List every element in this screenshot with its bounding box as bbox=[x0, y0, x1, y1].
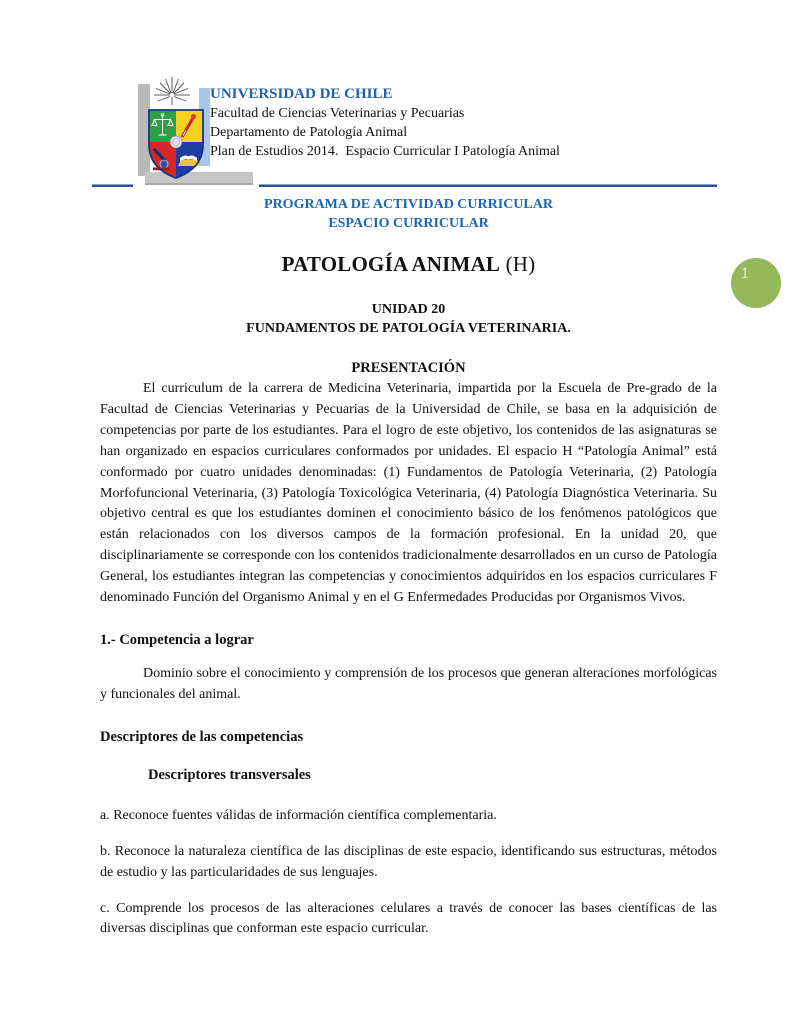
descriptor-item-a: a. Reconoce fuentes válidas de información científica complementaria. bbox=[100, 807, 497, 823]
page-number-badge bbox=[731, 258, 781, 308]
descriptor-item-b: b. Reconoce la naturaleza científica de las disciplinas de este espacio, identificando sus estructuras, métodos de estudio y las particularidades de sus lenguajes. bbox=[100, 843, 717, 880]
department-name: Departamento de Patología Animal bbox=[210, 125, 408, 140]
descriptor-item-c: c. Comprende los procesos de las alteraciones celulares a través de conocer las bases científicas de las diversas disciplinas que conforman este espacio curricular. bbox=[100, 900, 717, 937]
program-heading-line1: PROGRAMA DE ACTIVIDAD CURRICULAR bbox=[264, 197, 553, 212]
faculty-name: Facultad de Ciencias Veterinarias y Pecuarias bbox=[210, 106, 465, 121]
presentacion-heading: PRESENTACIÓN bbox=[351, 360, 466, 376]
study-plan-line: Plan de Estudios 2014. Espacio Curricular I Patología Animal bbox=[210, 144, 560, 159]
competencia-paragraph: Dominio sobre el conocimiento y comprensión de los procesos que generan alteraciones morfológicas y funcionales del animal. bbox=[100, 665, 717, 702]
course-title-suffix: (H) bbox=[500, 252, 536, 276]
unit-number: UNIDAD 20 bbox=[371, 302, 446, 317]
starburst-rays bbox=[154, 77, 190, 105]
document-body bbox=[100, 193, 717, 940]
unit-name: FUNDAMENTOS DE PATOLOGÍA VETERINARIA. bbox=[246, 321, 571, 336]
letterhead bbox=[210, 85, 720, 161]
descriptores-transversales-heading: Descriptores transversales bbox=[148, 766, 311, 783]
competencia-heading: 1.- Competencia a lograr bbox=[100, 631, 254, 648]
unit-heading bbox=[100, 300, 717, 338]
program-heading-line2: ESPACIO CURRICULAR bbox=[328, 216, 489, 231]
university-name: UNIVERSIDAD DE CHILE bbox=[210, 86, 393, 102]
center-medallion bbox=[170, 136, 182, 148]
presentacion-paragraph: El curriculum de la carrera de Medicina Veterinaria, impartida por la Escuela de Pre-grado de la Facultad de Ciencias Veterinarias y Pecuarias de la Universidad de Chile, se basa en la adquisición de competencias por parte de los estudiantes. Para el logro de este objetivo, los contenidos de las asignaturas se han organizado en espacios curriculares conformados por unidades. El espacio H “Patología Animal” está conformado por cuatro unidades denominadas: (1) Fundamentos de Patología Veterinaria, (2) Patología Morfofuncional Veterinaria, (3) Patología Toxicológica Veterinaria, (4) Patología Diagnóstica Veterinaria. Su objetivo central es que los estudiantes dominen el conocimiento básico de los fenómenos patológicos que están relacionados con los diversos campos de la formación profesional. En la unidad 20, que disciplinariamente se corresponde con los contenidos tradicionalmente desarrollados en un curso de Patología General, los estudiantes integran las competencias y conocimientos adquiridos en los espacios curriculares F denominado Función del Organismo Animal y en el G Enfermedades Producidas por Organismos Vivos. bbox=[100, 381, 717, 606]
page-number: 1 bbox=[741, 265, 749, 282]
program-heading bbox=[100, 195, 717, 233]
descriptores-heading: Descriptores de las competencias bbox=[100, 728, 304, 745]
course-title: PATOLOGÍA ANIMAL (H) bbox=[281, 252, 536, 276]
